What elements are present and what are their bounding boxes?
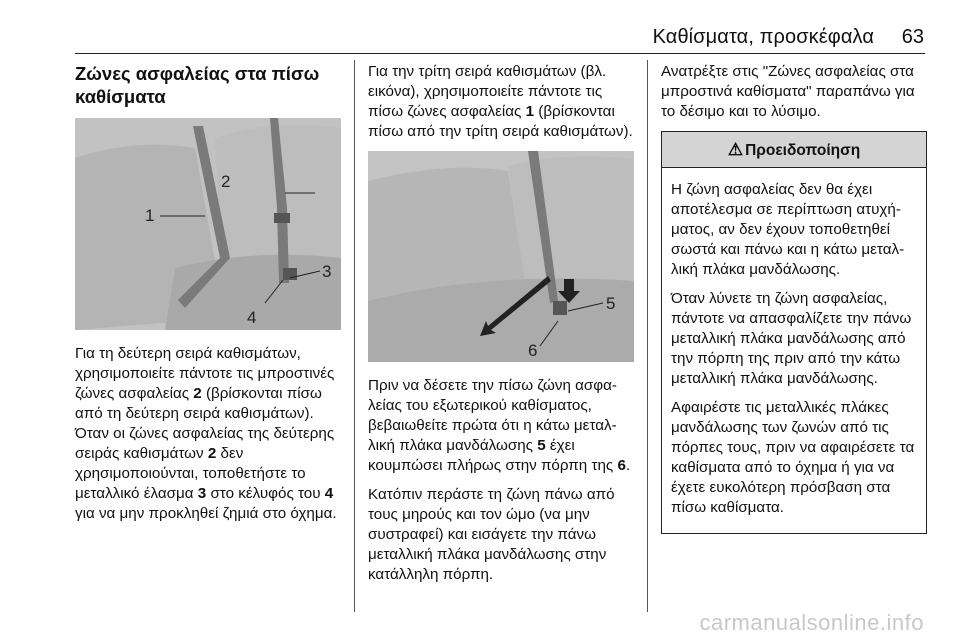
rear-seat-belts-figure — [75, 118, 341, 330]
section-heading: Ζώνες ασφαλείας στα πίσω καθίσματα — [75, 63, 320, 107]
warning-title: Προειδοποίηση — [745, 142, 861, 159]
column-1 — [75, 62, 341, 533]
warning-paragraph: Όταν λύνετε τη ζώνη ασφαλείας, πάντοτε να απασφαλίζετε την πάνω μεταλλική πλάκα μανδάλωσης από την πόρπη της πριν από την κάτω μεταλλική πλάκα μανδάλωσης. — [671, 290, 912, 387]
warning-body — [662, 168, 926, 533]
warning-header — [662, 132, 926, 168]
page-number: 63 — [901, 26, 924, 48]
figure-callout: 2 — [221, 172, 231, 191]
column-divider — [647, 60, 648, 612]
figure-callout: 1 — [145, 206, 155, 225]
figure-callout: 3 — [322, 262, 332, 281]
warning-paragraph: Αφαιρέστε τις μεταλλικές πλάκες μανδάλωσης των ζωνών από τις πόρπες τους, πριν να αφαιρέσετε τα καθίσματα από το όχημα ή για να έχετε ευκολότερη πρόσβαση στα πίσω καθίσματα. — [671, 399, 915, 516]
paragraph: Πριν να δέσετε την πίσω ζώνη ασφαλείας του εξωτερικού καθίσματος, βεβαιωθείτε πρώτα ότι η κάτω μεταλλική πλάκα μανδάλωσης 5 έχει κουμπώσει πλήρως στην πόρπη της 6. — [368, 377, 631, 474]
paragraph: Ανατρέξτε στις "Ζώνες ασφαλείας στα μπροστινά καθίσματα" παραπάνω για το δέσιμο και το λύσιμο. — [661, 63, 915, 120]
figure-callout: 4 — [247, 308, 257, 327]
header-rule — [75, 53, 925, 54]
warning-paragraph: Η ζώνη ασφαλείας δεν θα έχει αποτέλεσμα σε περίπτωση ατυχήματος, αν δεν έχουν τοποθετηθεί σωστά και πάνω και η κάτω μεταλλική πλάκα μανδάλωσης. — [671, 181, 905, 278]
figure-callout: 6 — [528, 341, 538, 360]
paragraph: Για την τρίτη σειρά καθισμάτων (βλ. εικόνα), χρησιμοποιείτε πάντοτε τις πίσω ζώνες ασφαλείας 1 (βρίσκονται πίσω από την τρίτη σειρά καθισμάτων). — [368, 63, 633, 140]
warning-box — [661, 131, 927, 534]
watermark: carmanualsonline.info — [699, 610, 924, 635]
figure-callout: 5 — [606, 294, 616, 313]
third-row-seat-belt-figure — [368, 151, 634, 362]
column-3 — [661, 62, 927, 534]
column-divider — [354, 60, 355, 612]
column-2 — [368, 62, 634, 594]
paragraph: Για τη δεύτερη σειρά καθισμάτων, χρησιμοποιείτε πάντοτε τις μπροστινές ζώνες ασφαλείας 2 (βρίσκονται πίσω από τη δεύτερη σειρά καθισμάτων). Όταν οι ζώνες ασφαλείας της δεύτερης σειράς καθισμάτων 2 δεν χρησιμοποιούνται, τοποθετήστε το μεταλλικό έλασμα 3 στο κέλυφός του 4 για να μην προκληθεί ζημιά στο όχημα. — [75, 345, 337, 522]
paragraph: Κατόπιν περάστε τη ζώνη πάνω από τους μηρούς και τον ώμο (να μην συστραφεί) και εισάγετε την πάνω μεταλλική πλάκα μανδάλωσης στην κατάλληλη πόρπη. — [368, 486, 615, 583]
page-header-title: Καθίσματα, προσκέφαλα — [652, 26, 874, 48]
warning-triangle-icon: ⚠ — [727, 140, 744, 159]
